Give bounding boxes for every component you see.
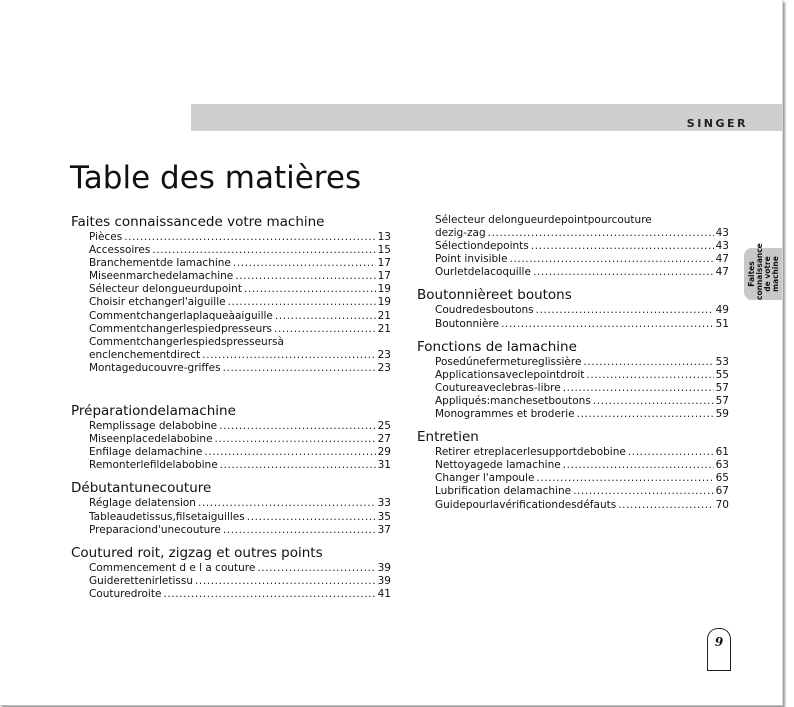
dot-leader	[577, 408, 714, 421]
toc-entry-page-number: 13	[377, 231, 391, 243]
toc-entry-page-number: 35	[377, 510, 391, 523]
page-number: 9	[714, 635, 724, 649]
dot-leader	[244, 283, 376, 296]
toc-entry[interactable]	[89, 362, 391, 375]
section-spacer	[417, 279, 729, 287]
dot-leader	[223, 524, 376, 537]
toc-entry-page-number: 25	[377, 420, 391, 433]
toc-entry-page-number: 43	[715, 240, 729, 253]
dot-leader	[228, 296, 376, 309]
dot-leader	[488, 227, 714, 240]
toc-entry-title: dezig-zag	[435, 227, 486, 240]
dot-leader	[247, 511, 376, 524]
toc-entry-page-number: 23	[377, 348, 391, 361]
toc-entry-page-number: 31	[377, 459, 391, 472]
dot-leader	[198, 497, 376, 510]
toc-entry[interactable]	[89, 296, 391, 309]
dot-leader	[195, 575, 376, 588]
toc-entry[interactable]	[89, 283, 391, 296]
toc-entry-title: Coutureaveclebras-libre	[435, 381, 561, 394]
section-title: Entretien	[417, 429, 479, 446]
toc-section	[71, 480, 391, 536]
toc-entry-heading: Commentchangerlespiedspresseursà	[89, 335, 284, 348]
toc-entry-title: Coudredesboutons	[435, 304, 534, 317]
toc-section	[417, 287, 729, 330]
toc-entry-title: Lubrification delamachine	[435, 485, 572, 498]
dot-leader	[223, 362, 376, 375]
dot-leader	[501, 318, 714, 331]
toc-entry-title: Accessoires	[89, 244, 151, 257]
toc-entry-title: Sélecteur delongueurdupoint	[89, 283, 242, 296]
toc-entry-title: Enfilage delamachine	[89, 446, 203, 459]
toc-entry[interactable]	[435, 356, 729, 369]
toc-entry-page-number: 55	[715, 368, 729, 381]
toc-entry-page-number: 17	[377, 257, 391, 270]
page-title: Table des matières	[70, 160, 362, 196]
toc-entry[interactable]	[435, 446, 729, 459]
toc-entry-title: Ourletdelacoquille	[435, 266, 531, 279]
dot-leader	[202, 349, 375, 362]
toc-entry-title: Retirer etreplacerlesupportdebobine	[435, 446, 626, 459]
toc-entry[interactable]	[89, 446, 391, 459]
toc-entry-page-number: 21	[377, 322, 391, 335]
toc-entry-page-number: 70	[715, 498, 729, 511]
toc-entry[interactable]	[435, 395, 729, 408]
toc-entry[interactable]	[89, 323, 391, 336]
section-title: Préparationdelamachine	[71, 403, 236, 420]
toc-entry[interactable]	[435, 240, 729, 253]
toc-entry-page-number: 49	[715, 304, 729, 317]
toc-entry-title: Couturedroite	[89, 587, 162, 600]
side-tab-label: Faites connaissance de votre machine	[747, 243, 780, 300]
section-title: Débutantunecouture	[71, 480, 212, 497]
toc-entry-page-number: 19	[377, 296, 391, 309]
toc-entry-title: Choisir etchangerl'aiguille	[89, 296, 226, 309]
dot-leader	[219, 420, 376, 433]
toc-entry[interactable]	[89, 231, 391, 244]
dot-leader	[533, 266, 714, 279]
toc-entry[interactable]	[435, 227, 729, 240]
toc-entry-title: Remplissage delabobine	[89, 420, 218, 433]
toc-entry[interactable]	[89, 349, 391, 362]
toc-section	[417, 339, 729, 421]
toc-entry[interactable]	[435, 382, 729, 395]
toc-entry-page-number: 27	[377, 433, 391, 446]
toc-entry-page-number: 15	[377, 244, 391, 257]
toc-entry-page-number: 37	[377, 523, 391, 536]
dot-leader	[586, 369, 713, 382]
dot-leader	[204, 446, 375, 459]
toc-entry-title: Appliqués:manchesetboutons	[435, 394, 591, 407]
toc-entry-page-number: 17	[377, 270, 391, 283]
toc-entry-title: Remonterlefildelabobine	[89, 459, 218, 472]
dot-leader	[573, 485, 714, 498]
toc-section	[71, 545, 391, 601]
dot-leader	[536, 304, 714, 317]
toc-entry-page-number: 23	[377, 361, 391, 374]
dot-leader	[536, 472, 713, 485]
toc-entry[interactable]	[89, 244, 391, 257]
toc-entry-page-number: 57	[715, 394, 729, 407]
toc-entry-title: Tableaudetissus,filsetaiguilles	[89, 510, 245, 523]
toc-entry[interactable]	[89, 511, 391, 524]
toc-entry[interactable]	[89, 575, 391, 588]
toc-entry-page-number: 63	[715, 459, 729, 472]
dot-leader	[215, 433, 376, 446]
toc-entry[interactable]	[435, 266, 729, 279]
toc-entry-title: Nettoyagede lamachine	[435, 459, 561, 472]
toc-entry[interactable]	[435, 472, 729, 485]
toc-section	[417, 429, 729, 511]
toc-entry-page-number: 47	[715, 253, 729, 266]
toc-entry-page-number: 33	[377, 497, 391, 510]
toc-entry[interactable]	[89, 420, 391, 433]
toc-entry-title: Guiderettenirletissu	[89, 574, 193, 587]
dot-leader	[124, 231, 375, 244]
section-spacer	[71, 375, 391, 403]
toc-entry-title: Réglage delatension	[89, 497, 196, 510]
toc-entry[interactable]	[435, 369, 729, 382]
toc-entry-page-number: 21	[377, 309, 391, 322]
toc-entry[interactable]	[89, 524, 391, 537]
toc-entry-title: Monogrammes et broderie	[435, 408, 575, 421]
toc-entry-title: Branchementde lamachine	[89, 257, 231, 270]
page-number-baseline	[707, 670, 730, 671]
toc-entry[interactable]	[89, 270, 391, 283]
section-title: Faites connaissancede votre machine	[71, 214, 325, 230]
dot-leader	[593, 395, 714, 408]
brand-name: SINGER	[686, 117, 748, 130]
header-band	[191, 104, 782, 131]
dot-leader	[235, 270, 375, 283]
toc-entry-page-number: 39	[377, 561, 391, 574]
section-spacer	[417, 331, 729, 339]
dot-leader	[274, 323, 376, 336]
toc-section	[417, 214, 729, 279]
toc-entry-page-number: 47	[715, 266, 729, 279]
toc-entry-page-number: 59	[715, 408, 729, 421]
toc-entry-page-number: 51	[715, 317, 729, 330]
toc-entry[interactable]	[435, 304, 729, 317]
dot-leader	[628, 446, 714, 459]
toc-entry-title: Posedúnefermetureglissière	[435, 355, 582, 368]
toc-entry-page-number: 65	[715, 472, 729, 485]
toc-entry[interactable]	[435, 499, 729, 512]
dot-leader	[152, 244, 375, 257]
section-spacer	[417, 421, 729, 429]
toc-entry-page-number: 29	[377, 446, 391, 459]
toc-entry-title: Miseenplacedelabobine	[89, 433, 213, 446]
dot-leader	[163, 588, 375, 601]
section-title: Boutonnièreet boutons	[417, 287, 572, 304]
toc-entry-title: Montageducouvre-griffes	[89, 361, 221, 374]
section-side-tab	[744, 243, 782, 300]
toc-entry[interactable]	[89, 257, 391, 270]
toc-entry-title: Boutonnière	[435, 317, 500, 330]
toc-entry[interactable]	[89, 433, 391, 446]
toc-entry-title: Miseenmarchedelamachine	[89, 270, 234, 283]
toc-entry-heading: Sélecteur delongueurdepointpourcouture	[435, 214, 652, 226]
toc-section	[71, 403, 391, 472]
toc-entry[interactable]	[435, 485, 729, 498]
dot-leader	[233, 257, 376, 270]
dot-leader	[531, 240, 714, 253]
page-number-box	[707, 628, 731, 671]
toc-entry-page-number: 19	[377, 283, 391, 296]
toc-entry-title: Pièces	[89, 231, 123, 243]
toc-entry-page-number: 67	[715, 485, 729, 498]
toc-entry-title: Preparaciond'unecouture	[89, 523, 221, 536]
toc-entry-page-number: 39	[377, 574, 391, 587]
toc-entry-title: enclenchementdirect	[89, 348, 201, 361]
section-spacer	[71, 472, 391, 480]
toc-entry[interactable]	[435, 408, 729, 421]
toc-entry-page-number: 43	[715, 227, 729, 240]
toc-entry-title: Commentchangerlespiedpresseurs	[89, 322, 273, 335]
toc-section	[71, 214, 391, 375]
toc-entry-page-number: 41	[377, 587, 391, 600]
dot-leader	[563, 382, 714, 395]
toc-entry[interactable]	[89, 588, 391, 601]
dot-leader	[275, 310, 376, 323]
dot-leader	[257, 562, 375, 575]
toc-entry[interactable]	[435, 253, 729, 266]
dot-leader	[618, 499, 713, 512]
toc-entry[interactable]	[435, 318, 729, 331]
toc-entry-title: Applicationsaveclepointdroit	[435, 368, 585, 381]
toc-entry-title: Changer l'ampoule	[435, 472, 535, 485]
toc-entry-title: Point invisible	[435, 253, 508, 266]
toc-entry-page-number: 53	[715, 355, 729, 368]
dot-leader	[510, 253, 714, 266]
toc-entry[interactable]	[435, 459, 729, 472]
toc-entry[interactable]	[89, 310, 391, 323]
toc-entry-title: Commentchangerlaplaqueàaiguille	[89, 309, 273, 322]
dot-leader	[583, 356, 713, 369]
dot-leader	[220, 459, 376, 472]
toc-entry[interactable]	[89, 497, 391, 510]
section-spacer	[71, 537, 391, 545]
toc-entry-title: Commencement d e l a couture	[89, 561, 256, 574]
section-title: Coutured roit, zigzag et outres points	[71, 544, 323, 561]
toc-entry-page-number: 57	[715, 381, 729, 394]
toc-left-column	[71, 214, 391, 601]
dot-leader	[563, 459, 714, 472]
section-title: Fonctions de lamachine	[417, 338, 577, 355]
toc-entry[interactable]	[89, 459, 391, 472]
toc-entry-title: Guidepourlavérificationdesdéfauts	[435, 498, 617, 511]
toc-entry-page-number: 61	[715, 446, 729, 459]
toc-right-column	[417, 214, 729, 512]
toc-entry-title: Sélectiondepoints	[435, 240, 529, 253]
toc-entry[interactable]	[89, 562, 391, 575]
